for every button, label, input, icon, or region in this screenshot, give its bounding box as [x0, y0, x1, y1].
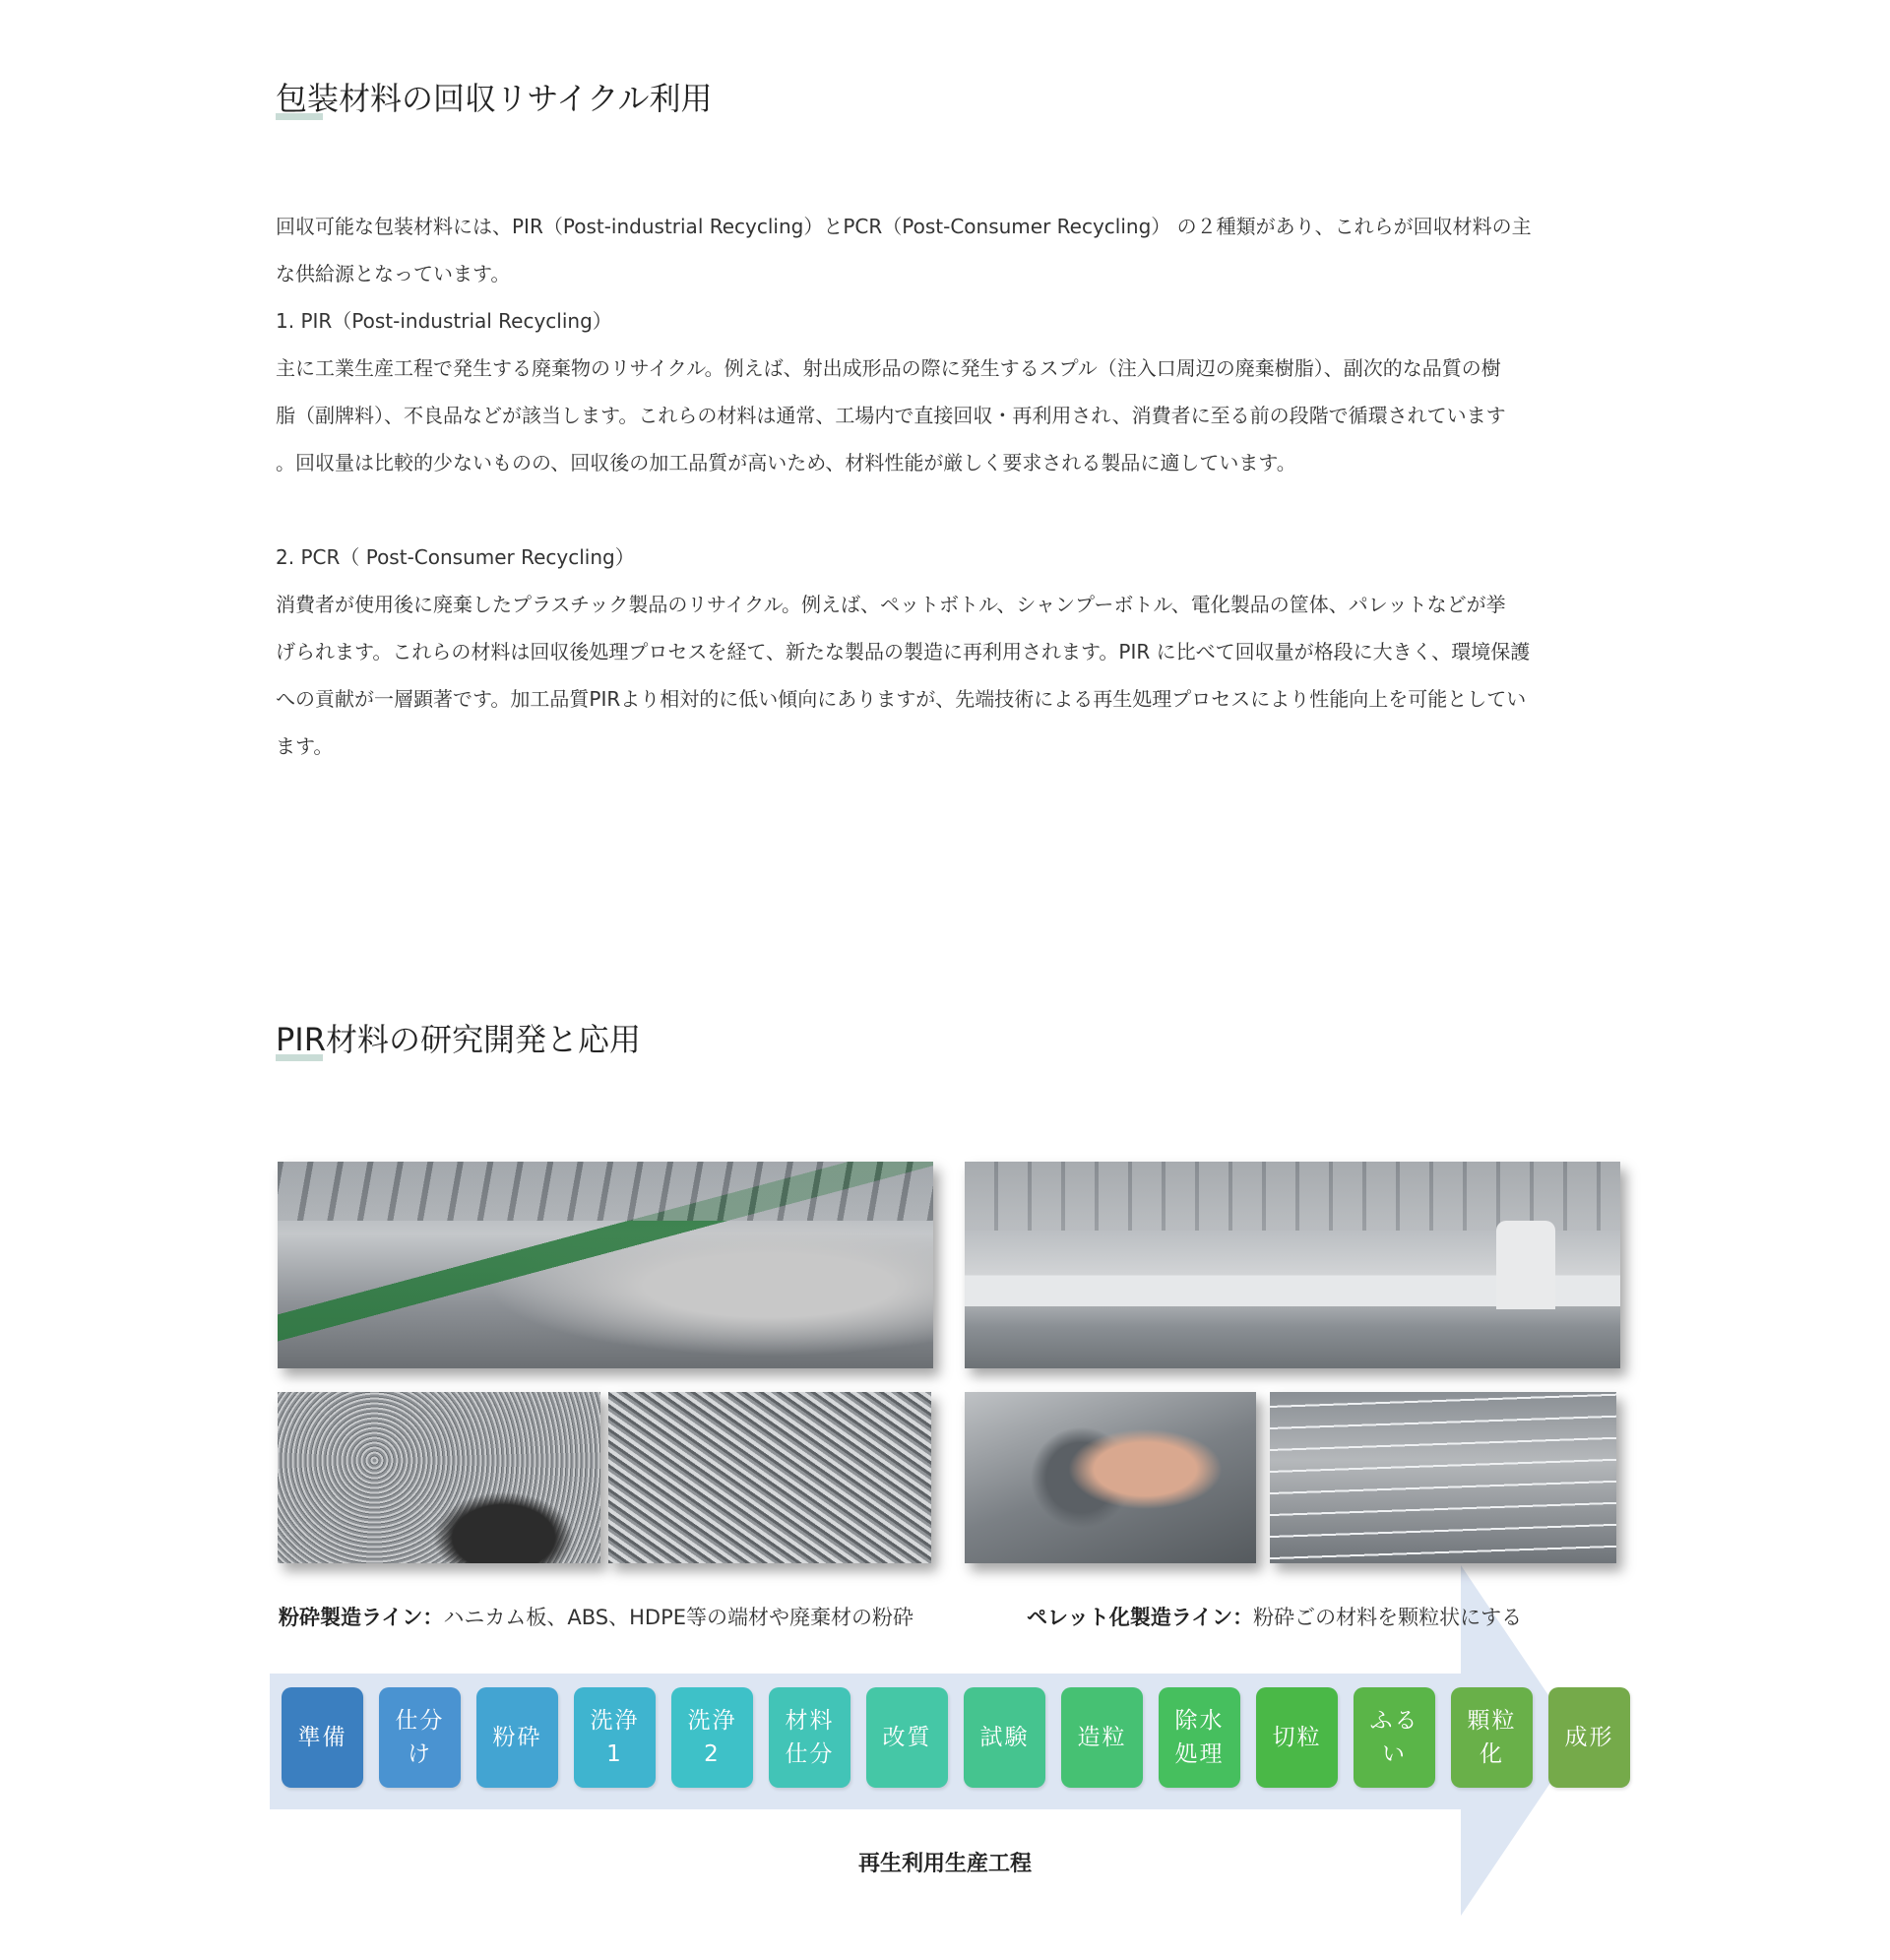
pcr-heading: 2. PCR（ Post-Consumer Recycling） — [276, 545, 635, 569]
process-step-label: 切粒 — [1272, 1725, 1322, 1750]
caption-bold: ペレット化製造ライン： — [1027, 1606, 1254, 1629]
shredder-line-photo — [278, 1162, 933, 1368]
process-step — [1354, 1687, 1435, 1788]
process-step — [769, 1687, 850, 1788]
pellets-in-hand-photo — [965, 1392, 1256, 1563]
process-step-label: 準備 — [297, 1725, 347, 1750]
process-step — [1256, 1687, 1338, 1788]
process-step — [476, 1687, 558, 1788]
section-title-pir — [276, 1021, 641, 1058]
process-step-label: 成形 — [1564, 1725, 1614, 1750]
caption-text: ハニカム板、ABS、HDPE等の端材や廃棄材の粉砕 — [443, 1606, 914, 1629]
process-step — [1451, 1687, 1533, 1788]
pellet-line-caption — [1027, 1602, 1522, 1631]
pir-heading: 1. PIR（Post-industrial Recycling） — [276, 309, 612, 333]
section-title-text: PIR材料の研究開発と応用 — [276, 1021, 641, 1058]
shredder-line-caption — [279, 1602, 914, 1631]
process-step-label: 造粒 — [1077, 1725, 1127, 1750]
process-step-label: 除水処理 — [1174, 1708, 1225, 1767]
pcr-line-1: 消費者が使用後に廃棄したプラスチック製品のリサイクル。例えば、ペットボトル、シャンプーボトル、電化製品の筐体、パレットなどが挙 — [276, 593, 1506, 616]
process-step — [379, 1687, 461, 1788]
recycling-description — [276, 203, 1614, 770]
pir-line-2: 脂（副牌料）、不良品などが該当します。これらの材料は通常、工場内で直接回収・再利用され、消費者に至る前の段階で循環されています — [276, 404, 1506, 427]
process-step-label: 材料仕分 — [785, 1708, 835, 1767]
process-step — [1548, 1687, 1630, 1788]
process-step-label: 試験 — [979, 1725, 1030, 1750]
paragraph-gap — [276, 486, 1614, 534]
process-label: 再生利用生産工程 — [857, 1852, 1032, 1876]
crushed-granules-photo — [608, 1392, 931, 1563]
process-step-label: 洗浄2 — [687, 1708, 737, 1767]
intro-line-1: 回収可能な包装材料には、PIR（Post-industrial Recycling）とPCR（Post-Consumer Recycling） の２種類があり、これらが回収材料の主 — [276, 215, 1532, 238]
process-step — [964, 1687, 1045, 1788]
intro-line-2: な供給源となっています。 — [276, 262, 511, 285]
process-step-label: 改質 — [882, 1725, 932, 1750]
process-step-label: 洗浄1 — [590, 1708, 640, 1767]
caption-bold: 粉砕製造ライン： — [279, 1606, 444, 1629]
process-step — [282, 1687, 363, 1788]
process-step-label: 粉砕 — [492, 1725, 542, 1750]
pir-line-1: 主に工業生産工程で発生する廃棄物のリサイクル。例えば、射出成形品の際に発生するスプル（注入口周辺の廃棄樹脂）、副次的な品質の樹 — [276, 356, 1501, 380]
process-step — [671, 1687, 753, 1788]
shredded-flakes-photo — [278, 1392, 600, 1563]
pcr-line-2: げられます。これらの材料は回収後処理プロセスを経て、新たな製品の製造に再利用されます。PIR に比べて回収量が格段に大きく、環境保護 — [276, 640, 1531, 664]
process-step-label: 顆粒化 — [1467, 1708, 1517, 1767]
pcr-line-4: ます。 — [276, 734, 334, 758]
pelletizing-line-photo — [965, 1162, 1620, 1368]
process-step — [574, 1687, 656, 1788]
pcr-line-3: への貢献が一層顕著です。加工品質PIRより相対的に低い傾向にありますが、先端技術による再生処理プロセスにより性能向上を可能としてい — [276, 687, 1527, 711]
section-title-text: 包装材料の回収リサイクル利用 — [276, 80, 713, 117]
process-step — [1159, 1687, 1240, 1788]
process-step-label: 仕分け — [395, 1708, 445, 1767]
caption-text: 粉砕ごの材料を颗粒状にする — [1253, 1606, 1523, 1629]
process-step-label: ふるい — [1369, 1708, 1419, 1767]
section-title-recycling — [276, 80, 713, 117]
process-step — [1061, 1687, 1143, 1788]
process-step — [866, 1687, 948, 1788]
pir-line-3: 。回収量は比較的少ないものの、回収後の加工品質が高いため、材料性能が厳しく要求される製品に適しています。 — [276, 451, 1296, 474]
extruded-strands-photo — [1270, 1392, 1616, 1563]
